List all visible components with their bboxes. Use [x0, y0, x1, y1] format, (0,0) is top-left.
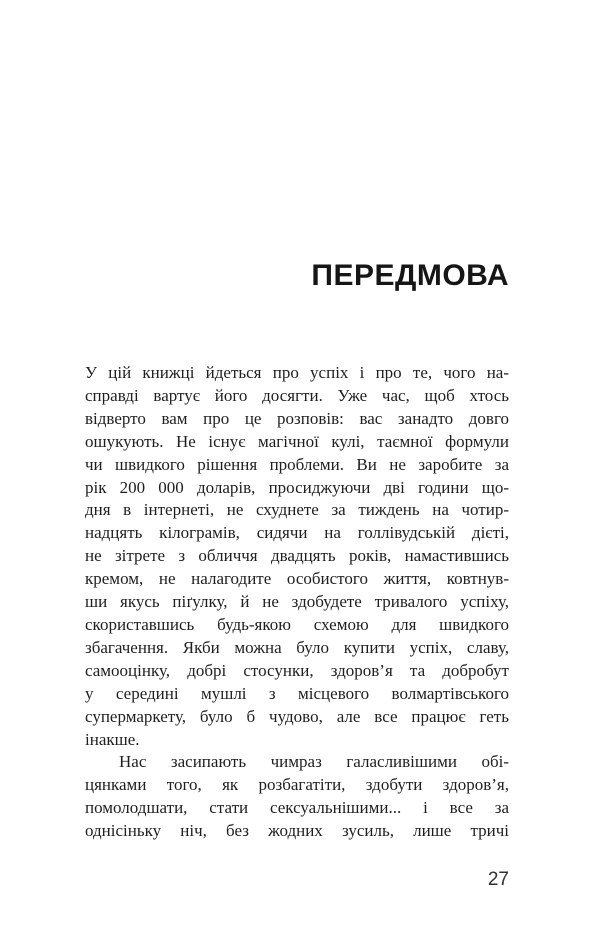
text-line-paragraph-end: інакше. [85, 729, 140, 749]
text-line: У цій книжці йдеться про успіх і про те, чого на- [85, 363, 509, 382]
text-line: помолодшати, стати сексуальнішими... і все за [85, 798, 509, 818]
text-line: не зітрете з обличчя двадцять років, намастившись [85, 546, 509, 566]
text-line: супермаркету, було б чудово, але все працює геть [85, 706, 509, 726]
text-line: цянками того, як розбагатіти, здобути здоров’я, [85, 775, 509, 795]
text-line: кремом, не налагодите особистого життя, ковтнув- [85, 569, 509, 589]
text-line: рік 200 000 доларів, просиджуючи дві години що- [85, 477, 509, 497]
text-line: справді вартує його досягти. Уже час, щоб хтось [85, 385, 509, 405]
chapter-title: ПЕРЕДМОВА [311, 259, 509, 292]
text-line: самооцінку, добрі стосунки, здоров’я та добробут [85, 660, 509, 680]
text-line: дня в інтернеті, не схуднете за тиждень на чотир- [85, 500, 509, 520]
page-number: 27 [487, 869, 509, 890]
text-line: ошукують. Не існує магічної кулі, таємної формули [85, 431, 509, 451]
text-line: скориставшись будь-якою схемою для швидкого [85, 614, 509, 634]
text-line: чи швидкого рішення проблеми. Ви не заробите за [85, 454, 509, 474]
text-line: збагачення. Якби можна було купити успіх, славу, [85, 637, 509, 657]
text-line: надцять кілограмів, сидячи на голлівудській дієті, [85, 523, 509, 543]
text-line: ши якусь піґулку, й не здобудете тривалого успіху, [85, 592, 509, 612]
text-line: у середині мушлі з місцевого волмартівського [85, 683, 509, 703]
body-text [85, 362, 509, 843]
text-line: однісіньку ніч, без жодних зусиль, лише тричі [85, 821, 509, 841]
text-line: відверто вам про це розповів: вас занадто довго [85, 408, 509, 428]
text-line-paragraph-start: Нас засипають чимраз галасливішими обі- [119, 752, 509, 772]
